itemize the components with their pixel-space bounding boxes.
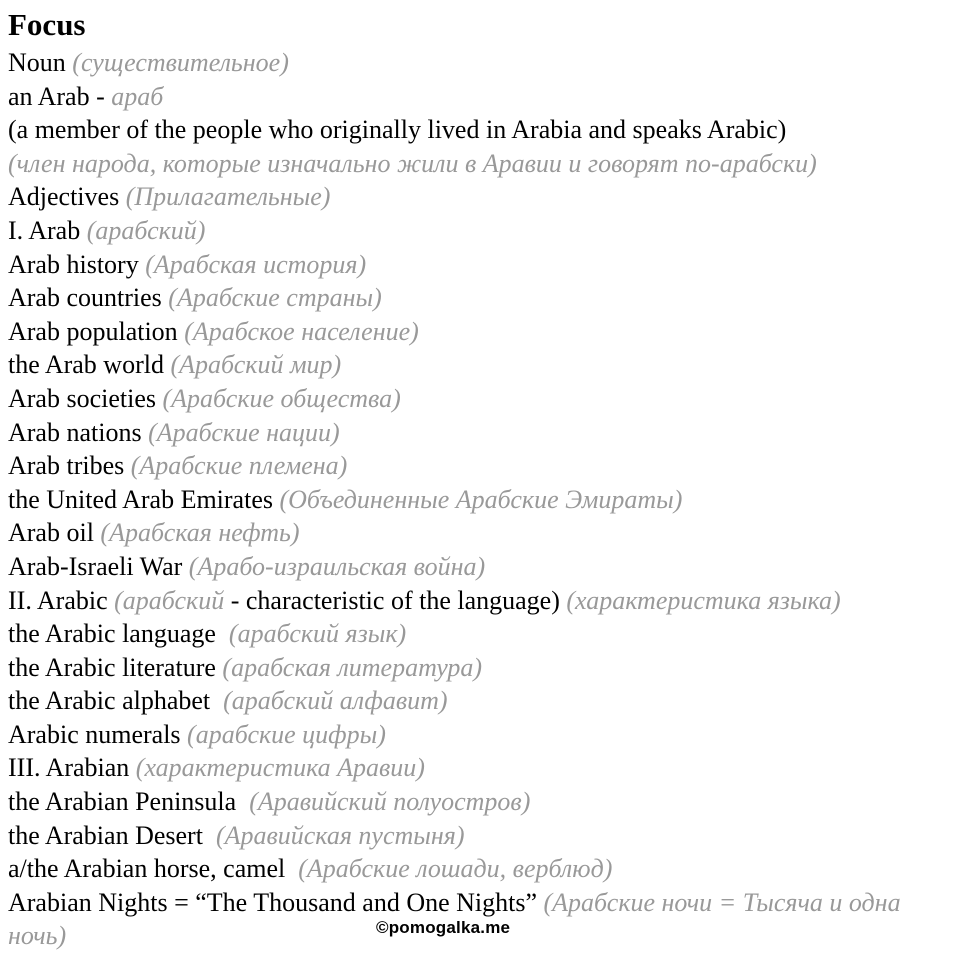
vocab-line-arab-israeli-war <box>8 550 953 584</box>
english-text: Arab nations <box>8 417 142 447</box>
russian-translation: (Арабо-израильская война) <box>188 551 486 581</box>
vocab-line-definition-translation <box>8 147 953 181</box>
english-text: Arab oil <box>8 518 94 548</box>
russian-translation: (Арабское население) <box>184 316 419 346</box>
russian-translation: (арабские цифры) <box>187 719 386 749</box>
russian-translation: (арабский <box>114 585 225 615</box>
russian-translation: (Арабская история) <box>145 249 367 279</box>
russian-translation: (арабская литература) <box>222 652 483 682</box>
english-text: Adjectives <box>8 182 120 212</box>
vocab-line-arabian <box>8 751 953 785</box>
english-text: I. Arab <box>8 215 81 245</box>
russian-translation: (арабский) <box>86 215 206 245</box>
vocab-line-arabian-horse <box>8 852 953 886</box>
russian-translation: (Арабские нации) <box>148 417 340 447</box>
russian-translation: (характеристика языка) <box>566 585 841 615</box>
english-text: the United Arab Emirates <box>8 484 273 514</box>
russian-translation: (арабский язык) <box>228 619 407 649</box>
vocab-line-arabic <box>8 584 953 618</box>
english-text: Arab history <box>8 249 139 279</box>
english-text: the Arab world <box>8 350 164 380</box>
english-text: Arab tribes <box>8 451 125 481</box>
english-text: Arabic numerals <box>8 719 181 749</box>
english-text: Noun <box>8 48 66 77</box>
vocab-line-arab-countries <box>8 281 953 315</box>
vocab-line-an-arab <box>8 80 953 114</box>
vocab-line-arabian-peninsula <box>8 785 953 819</box>
english-text: an Arab - <box>8 81 105 111</box>
watermark: ©pomogalka.me <box>376 918 511 937</box>
vocab-line-arab-nations <box>8 416 953 450</box>
vocab-line-arab-population <box>8 315 953 349</box>
english-text: the Arabian Peninsula <box>8 787 237 817</box>
english-text: (a member of the people who originally lived in Arabia and speaks Arabic) <box>8 115 787 145</box>
english-text: the Arabic language <box>8 619 216 649</box>
russian-translation: (Арабский мир) <box>170 350 342 380</box>
russian-translation: (арабский алфавит) <box>223 686 448 716</box>
vocab-line-definition <box>8 113 953 147</box>
russian-translation: (Объединенные Арабские Эмираты) <box>279 484 683 514</box>
english-text: II. Arabic <box>8 585 108 615</box>
vocab-line-arab <box>8 214 953 248</box>
russian-translation: (Аравийский полуостров) <box>249 787 531 817</box>
english-text: III. Arabian <box>8 753 130 783</box>
vocab-line-arabic-language <box>8 617 953 651</box>
vocab-line-adjectives <box>8 180 953 214</box>
russian-translation: (Арабские племена) <box>130 451 348 481</box>
russian-translation: (существительное) <box>72 48 289 77</box>
english-text: a/the Arabian horse, camel <box>8 854 286 884</box>
vocab-line-arab-world <box>8 348 953 382</box>
russian-translation: (характеристика Аравии) <box>135 753 425 783</box>
russian-translation: (член народа, которые изначально жили в Аравии и говорят по-арабски) <box>8 148 817 178</box>
section-heading: Focus <box>8 7 86 42</box>
vocab-line-noun <box>8 46 953 80</box>
english-text: the Arabic alphabet <box>8 686 211 716</box>
english-text: Arab population <box>8 316 178 346</box>
english-text: the Arabic literature <box>8 652 216 682</box>
vocab-line-arab-tribes <box>8 449 953 483</box>
russian-translation: (Арабские общества) <box>162 383 401 413</box>
english-text: the Arabian Desert <box>8 820 203 850</box>
vocab-line-arab-history <box>8 248 953 282</box>
english-text: Arab-Israeli War <box>8 551 183 581</box>
vocab-line-arabic-numerals <box>8 718 953 752</box>
english-text: Arab countries <box>8 283 162 313</box>
english-text: Arab societies <box>8 383 157 413</box>
vocab-line-uae <box>8 483 953 517</box>
russian-translation: (Арабские ночи = Тысяча и одна ночь) <box>8 887 901 951</box>
russian-translation: (Аравийская пустыня) <box>215 820 465 850</box>
vocab-line-arabian-desert <box>8 819 953 853</box>
russian-translation: (Арабская нефть) <box>100 518 300 548</box>
vocab-line-arabic-literature <box>8 651 953 685</box>
russian-translation: араб <box>111 81 164 111</box>
russian-translation: (Арабские страны) <box>168 283 382 313</box>
english-text: - characteristic of the language) <box>230 585 560 615</box>
english-text: Arabian Nights = “The Thousand and One Nights” <box>8 887 538 917</box>
russian-translation: (Арабские лошади, верблюд) <box>298 854 613 884</box>
russian-translation: (Прилагательные) <box>125 182 331 212</box>
vocab-line-arab-societies <box>8 382 953 416</box>
document-page <box>8 4 953 953</box>
vocab-line-arab-oil <box>8 516 953 550</box>
vocab-line-arabic-alphabet <box>8 684 953 718</box>
